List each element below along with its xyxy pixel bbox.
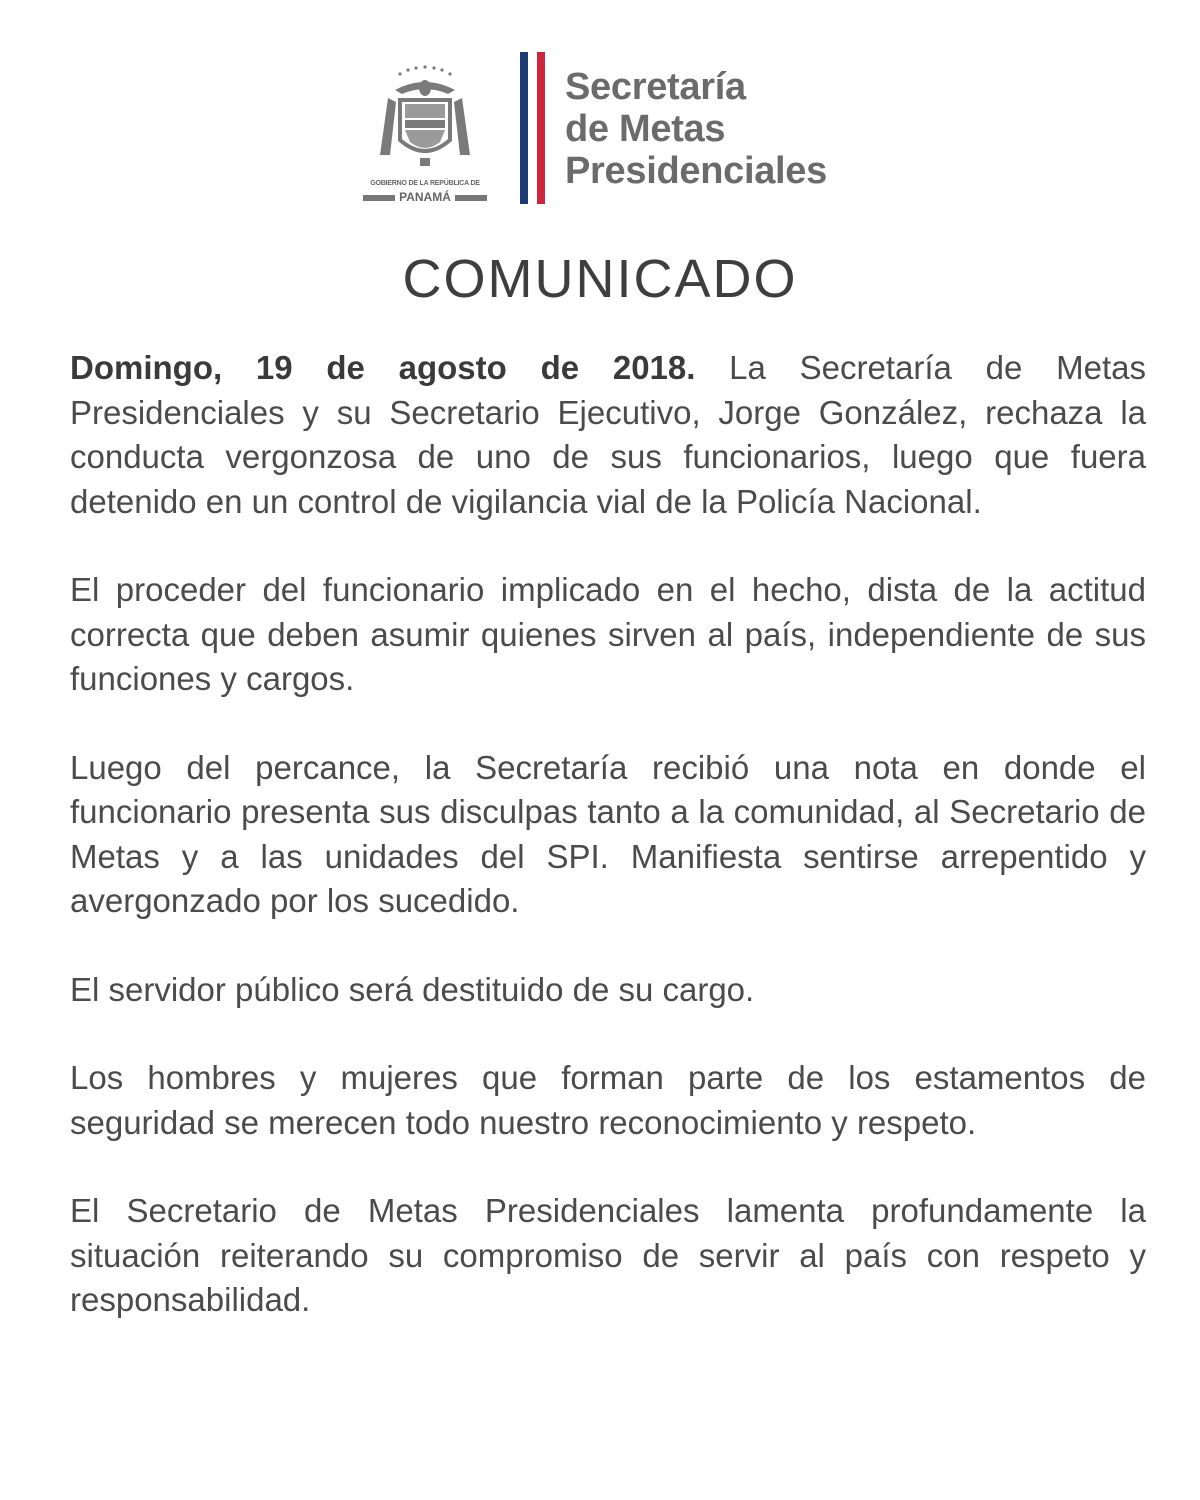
red-stripe bbox=[537, 52, 545, 204]
crest-caption-bottom: PANAMÁ bbox=[350, 190, 500, 204]
paragraph-4: El servidor público será destituido de su cargo. bbox=[70, 970, 755, 1008]
date-lead: Domingo, 19 de agosto de 2018. bbox=[70, 349, 696, 386]
letterhead bbox=[350, 50, 890, 210]
brand-line-3: Presidenciales bbox=[565, 150, 827, 192]
paragraph-6: El Secretario de Metas Presidenciales lamenta profundamente la situación reiterando su compromiso de servir al país con respeto y responsabilidad. bbox=[70, 1192, 1146, 1318]
document-title: COMUNICADO bbox=[402, 249, 798, 309]
paragraph-2: El proceder del funcionario implicado en el hecho, dista de la actitud correcta que deben asumir quienes sirven al país, independiente de sus funciones y cargos. bbox=[70, 571, 1146, 697]
brand-name bbox=[565, 66, 827, 192]
brand-line-2: de Metas bbox=[565, 108, 726, 150]
brand-line-1: Secretaría bbox=[565, 66, 746, 108]
paragraph-5: Los hombres y mujeres que forman parte de los estamentos de seguridad se merecen todo nuestro reconocimiento y respeto. bbox=[70, 1059, 1146, 1141]
panama-coat-of-arms-icon bbox=[350, 60, 500, 210]
paragraph-3: Luego del percance, la Secretaría recibió una nota en donde el funcionario presenta sus disculpas tanto a la comunidad, al Secretario de Metas y a las unidades del SPI. Manifiesta sentirse arrepentido y avergonzado por los sucedido. bbox=[70, 748, 1146, 919]
document-body bbox=[70, 346, 1146, 1367]
crest-caption-top: GOBIERNO DE LA REPÚBLICA DE bbox=[370, 180, 480, 187]
paragraph-1: Domingo, 19 de agosto de 2018. La Secretaría de Metas Presidenciales y su Secretario Ejecutivo, Jorge González, rechaza la conducta vergonzosa de uno de sus funcionarios, luego que fuera detenido en un control de vigilancia vial de la Policía Nacional. bbox=[70, 349, 1146, 520]
blue-stripe bbox=[520, 52, 528, 204]
